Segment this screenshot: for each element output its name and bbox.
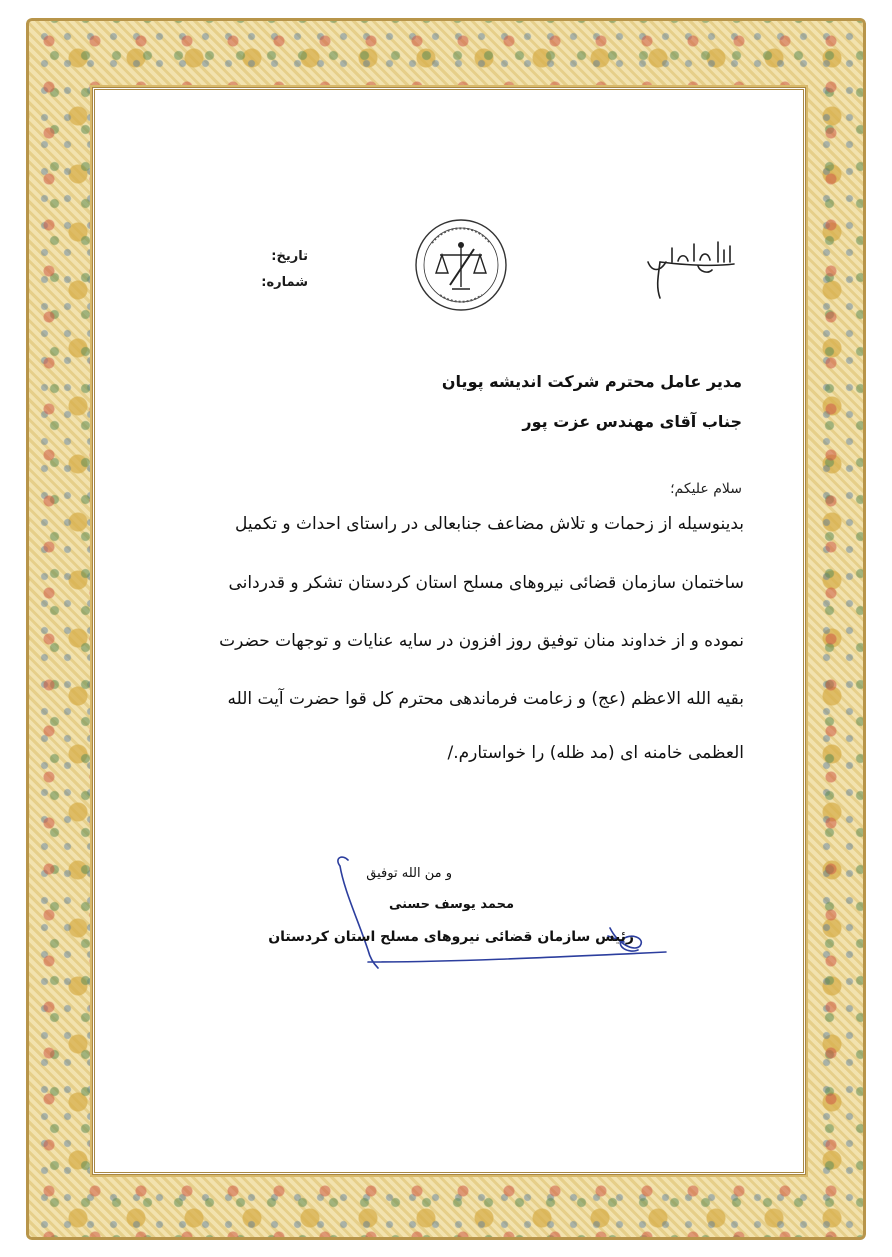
body-line: ساختمان سازمان قضائی نیروهای مسلح استان کردستان تشکر و قدردانی bbox=[228, 573, 744, 593]
body-line: العظمی خامنه ای (مد ظله) را خواستارم./ bbox=[447, 743, 744, 763]
signer-title: رئیس سازمان قضائی نیروهای مسلح استان کردستان bbox=[268, 929, 634, 945]
body-line: نموده و از خداوند منان توفیق روز افزون در سایه عنایات و توجهات حضرت bbox=[219, 631, 744, 651]
addressee-title: مدیر عامل محترم شرکت اندیشه پویان bbox=[441, 372, 742, 391]
body-line: بقیه الله الاعظم (عج) و زعامت فرماندهی محترم کل قوا حضرت آیت الله bbox=[227, 689, 744, 709]
bismillah-calligraphy bbox=[638, 232, 738, 302]
closing-phrase: و من الله توفیق bbox=[366, 866, 452, 881]
body-line: بدینوسیله از زحمات و تلاش مضاعف جنابعالی در راستای احداث و تکمیل bbox=[234, 514, 744, 534]
date-label: تاریخ: bbox=[271, 249, 308, 264]
number-label: شماره: bbox=[261, 275, 308, 290]
signer-name: محمد یوسف حسنی bbox=[388, 897, 514, 912]
footer-mark bbox=[740, 1238, 850, 1250]
greeting: سلام علیکم؛ bbox=[670, 481, 742, 497]
judiciary-emblem bbox=[412, 215, 510, 315]
handwritten-signature bbox=[278, 850, 668, 980]
letter-meta bbox=[218, 244, 308, 296]
addressee-name: جناب آقای مهندس عزت پور bbox=[522, 412, 742, 431]
